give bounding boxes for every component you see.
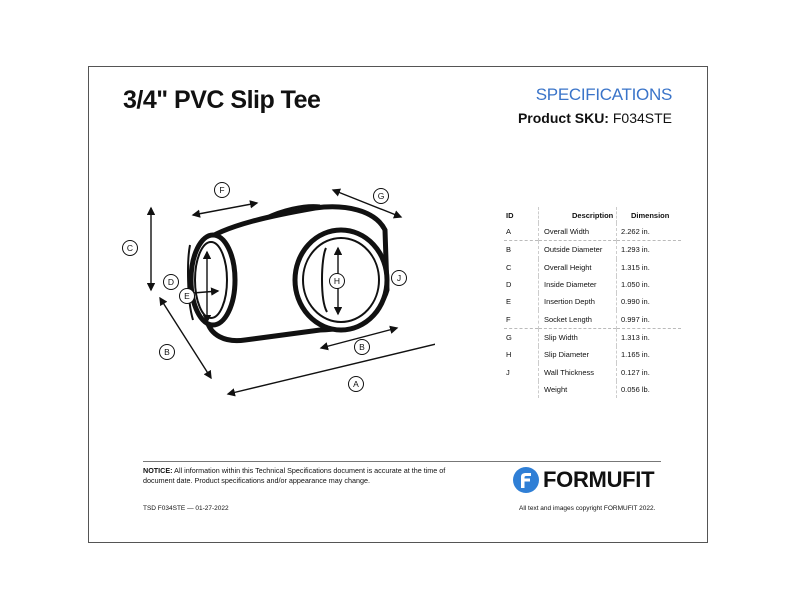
- svg-text:B: B: [164, 347, 170, 357]
- callout-h: [330, 274, 345, 289]
- table-row: [504, 328, 681, 346]
- table-row: [504, 310, 681, 328]
- document-id: TSD F034STE — 01-27-2022: [143, 505, 229, 512]
- brand-name: FORMUFIT: [543, 467, 655, 492]
- row-dimension: 0.127 in.: [621, 367, 650, 377]
- table-row: [504, 276, 681, 293]
- table-row: [504, 293, 681, 310]
- row-description: Slip Diameter: [539, 346, 617, 363]
- row-id: H: [506, 350, 512, 360]
- callout-d: [164, 275, 179, 290]
- brand-logo: [513, 467, 654, 493]
- row-description: Weight: [539, 381, 617, 398]
- table-row: [504, 223, 681, 241]
- row-dimension: 2.262 in.: [621, 227, 650, 237]
- row-id: F: [506, 314, 511, 324]
- row-description: Socket Length: [539, 310, 617, 328]
- row-id: C: [506, 262, 512, 272]
- row-dimension: 1.165 in.: [621, 350, 650, 360]
- row-id: [504, 381, 539, 398]
- column-header-id: ID: [506, 210, 514, 220]
- column-header-dimension: Dimension: [631, 210, 670, 220]
- row-id: G: [504, 328, 539, 346]
- svg-text:H: H: [333, 276, 341, 286]
- callout-f: [215, 183, 230, 198]
- svg-text:E: E: [184, 291, 190, 301]
- formufit-logo-icon: [513, 467, 539, 493]
- row-dimension: 0.990 in.: [621, 297, 650, 307]
- row-id: E: [506, 297, 512, 307]
- copyright-text: All text and images copyright FORMUFIT 2022.: [519, 505, 656, 512]
- row-id: D: [506, 280, 512, 290]
- table-row: [504, 259, 681, 276]
- slip-tee-diagram: [115, 170, 435, 400]
- product-sku: [518, 110, 672, 126]
- svg-text:G: G: [377, 191, 385, 201]
- svg-text:A: A: [353, 379, 359, 389]
- svg-text:D: D: [167, 277, 175, 287]
- row-id: B: [504, 241, 539, 259]
- svg-text:B: B: [359, 342, 365, 352]
- specifications-table: [504, 207, 681, 398]
- page-title: 3/4" PVC Slip Tee: [123, 86, 321, 114]
- callout-b-right: [355, 340, 370, 355]
- callout-a: [349, 377, 364, 392]
- row-description: Overall Height: [539, 259, 617, 276]
- notice-body: All information within this Technical Specifications document is accurate at the time of document date. Product specifications and/or appearance may change.: [143, 466, 446, 485]
- callout-j: [392, 271, 407, 286]
- row-description: Outside Diameter: [539, 241, 617, 259]
- row-id: A: [506, 227, 512, 237]
- specifications-heading: SPECIFICATIONS: [535, 85, 672, 104]
- table-row: [504, 346, 681, 363]
- row-description: Inside Diameter: [539, 276, 617, 293]
- svg-text:J: J: [396, 273, 402, 283]
- row-description: Slip Width: [539, 328, 617, 346]
- callout-g: [374, 189, 389, 204]
- row-dimension: 0.997 in.: [621, 314, 650, 324]
- row-dimension: 0.056 lb.: [621, 384, 650, 394]
- row-dimension: 1.313 in.: [617, 328, 682, 346]
- row-dimension: 1.293 in.: [617, 241, 682, 259]
- table-row: [504, 241, 681, 259]
- row-description: Overall Width: [539, 223, 617, 241]
- column-header-description: Description: [539, 207, 617, 223]
- table-header-row: [504, 207, 681, 223]
- svg-text:F: F: [219, 185, 225, 195]
- row-description: Wall Thickness: [539, 363, 617, 380]
- callout-e: [180, 289, 195, 304]
- callout-c: [123, 241, 138, 256]
- sku-value: F034STE: [612, 110, 672, 126]
- callout-b-left: [160, 345, 175, 360]
- row-dimension: 1.050 in.: [621, 280, 650, 290]
- footer-divider: [143, 461, 661, 462]
- notice-text: [143, 466, 473, 486]
- table-row: [504, 381, 681, 398]
- row-id: J: [506, 367, 510, 377]
- fitting-body: [188, 206, 387, 341]
- sku-label: Product SKU:: [517, 110, 609, 126]
- notice-label: NOTICE:: [143, 466, 173, 475]
- svg-text:C: C: [126, 243, 134, 253]
- table-row: [504, 363, 681, 380]
- row-description: Insertion Depth: [539, 293, 617, 310]
- row-dimension: 1.315 in.: [621, 262, 650, 272]
